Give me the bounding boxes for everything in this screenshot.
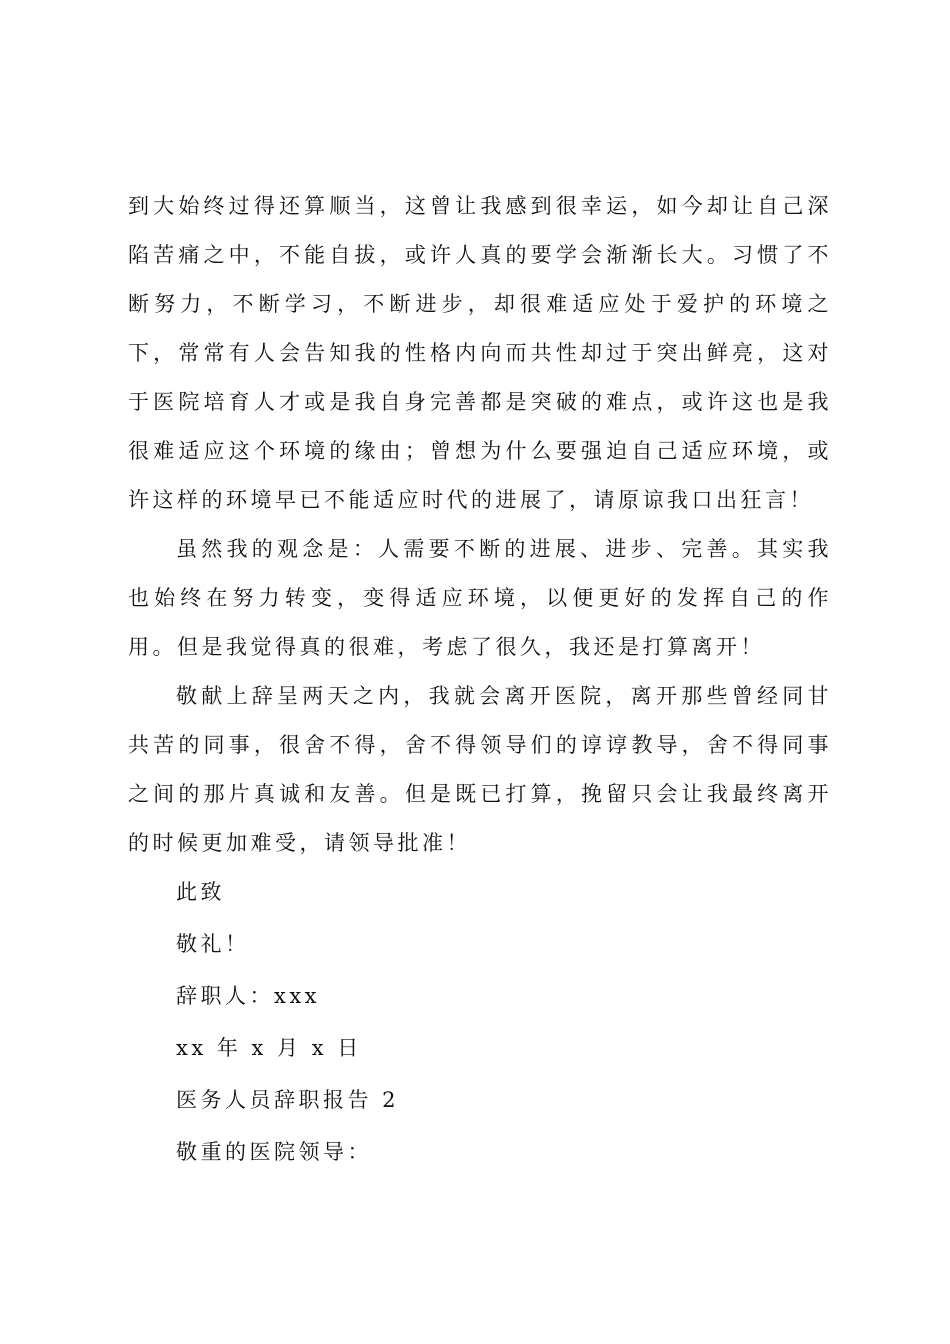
document-body: [128, 182, 832, 1180]
section-title: 医务人员辞职报告 2: [176, 1088, 400, 1112]
signature-line: 辞职人：xxx: [176, 984, 321, 1008]
closing-line: 此致: [176, 880, 225, 904]
paragraph-viewpoint: 虽然我的观念是：人需要不断的进展、进步、完善。其实我也始终在努力转变，变得适应环境，以便更好的发挥自己的作用。但是我觉得真的很难，考虑了很久，我还是打算离开！: [128, 537, 832, 659]
paragraph-continuation: 到大始终过得还算顺当，这曾让我感到很幸运，如今却让自己深陷苦痛之中，不能自拔，或许人真的要学会渐渐长大。习惯了不断努力，不断学习，不断进步，却很难适应处于爱护的环境之下，常常有人会告知我的性格内向而共性却过于突出鲜亮，这对于医院培育人才或是我自身完善都是突破的难点，或许这也是我很难适应这个环境的缘由；曾想为什么要强迫自己适应环境，或许这样的环境早已不能适应时代的进展了，请原谅我口出狂言！: [128, 194, 832, 512]
salute-line: 敬礼！: [176, 932, 250, 956]
date-line: xx 年 x 月 x 日: [176, 1036, 362, 1060]
paragraph-resignation: 敬献上辞呈两天之内，我就会离开医院，离开那些曾经同甘共苦的同事，很舍不得，舍不得领导们的谆谆教导，舍不得同事之间的那片真诚和友善。但是既已打算，挽留只会让我最终离开的时候更加难受，请领导批准！: [128, 684, 832, 855]
greeting-line: 敬重的医院领导：: [176, 1140, 372, 1164]
